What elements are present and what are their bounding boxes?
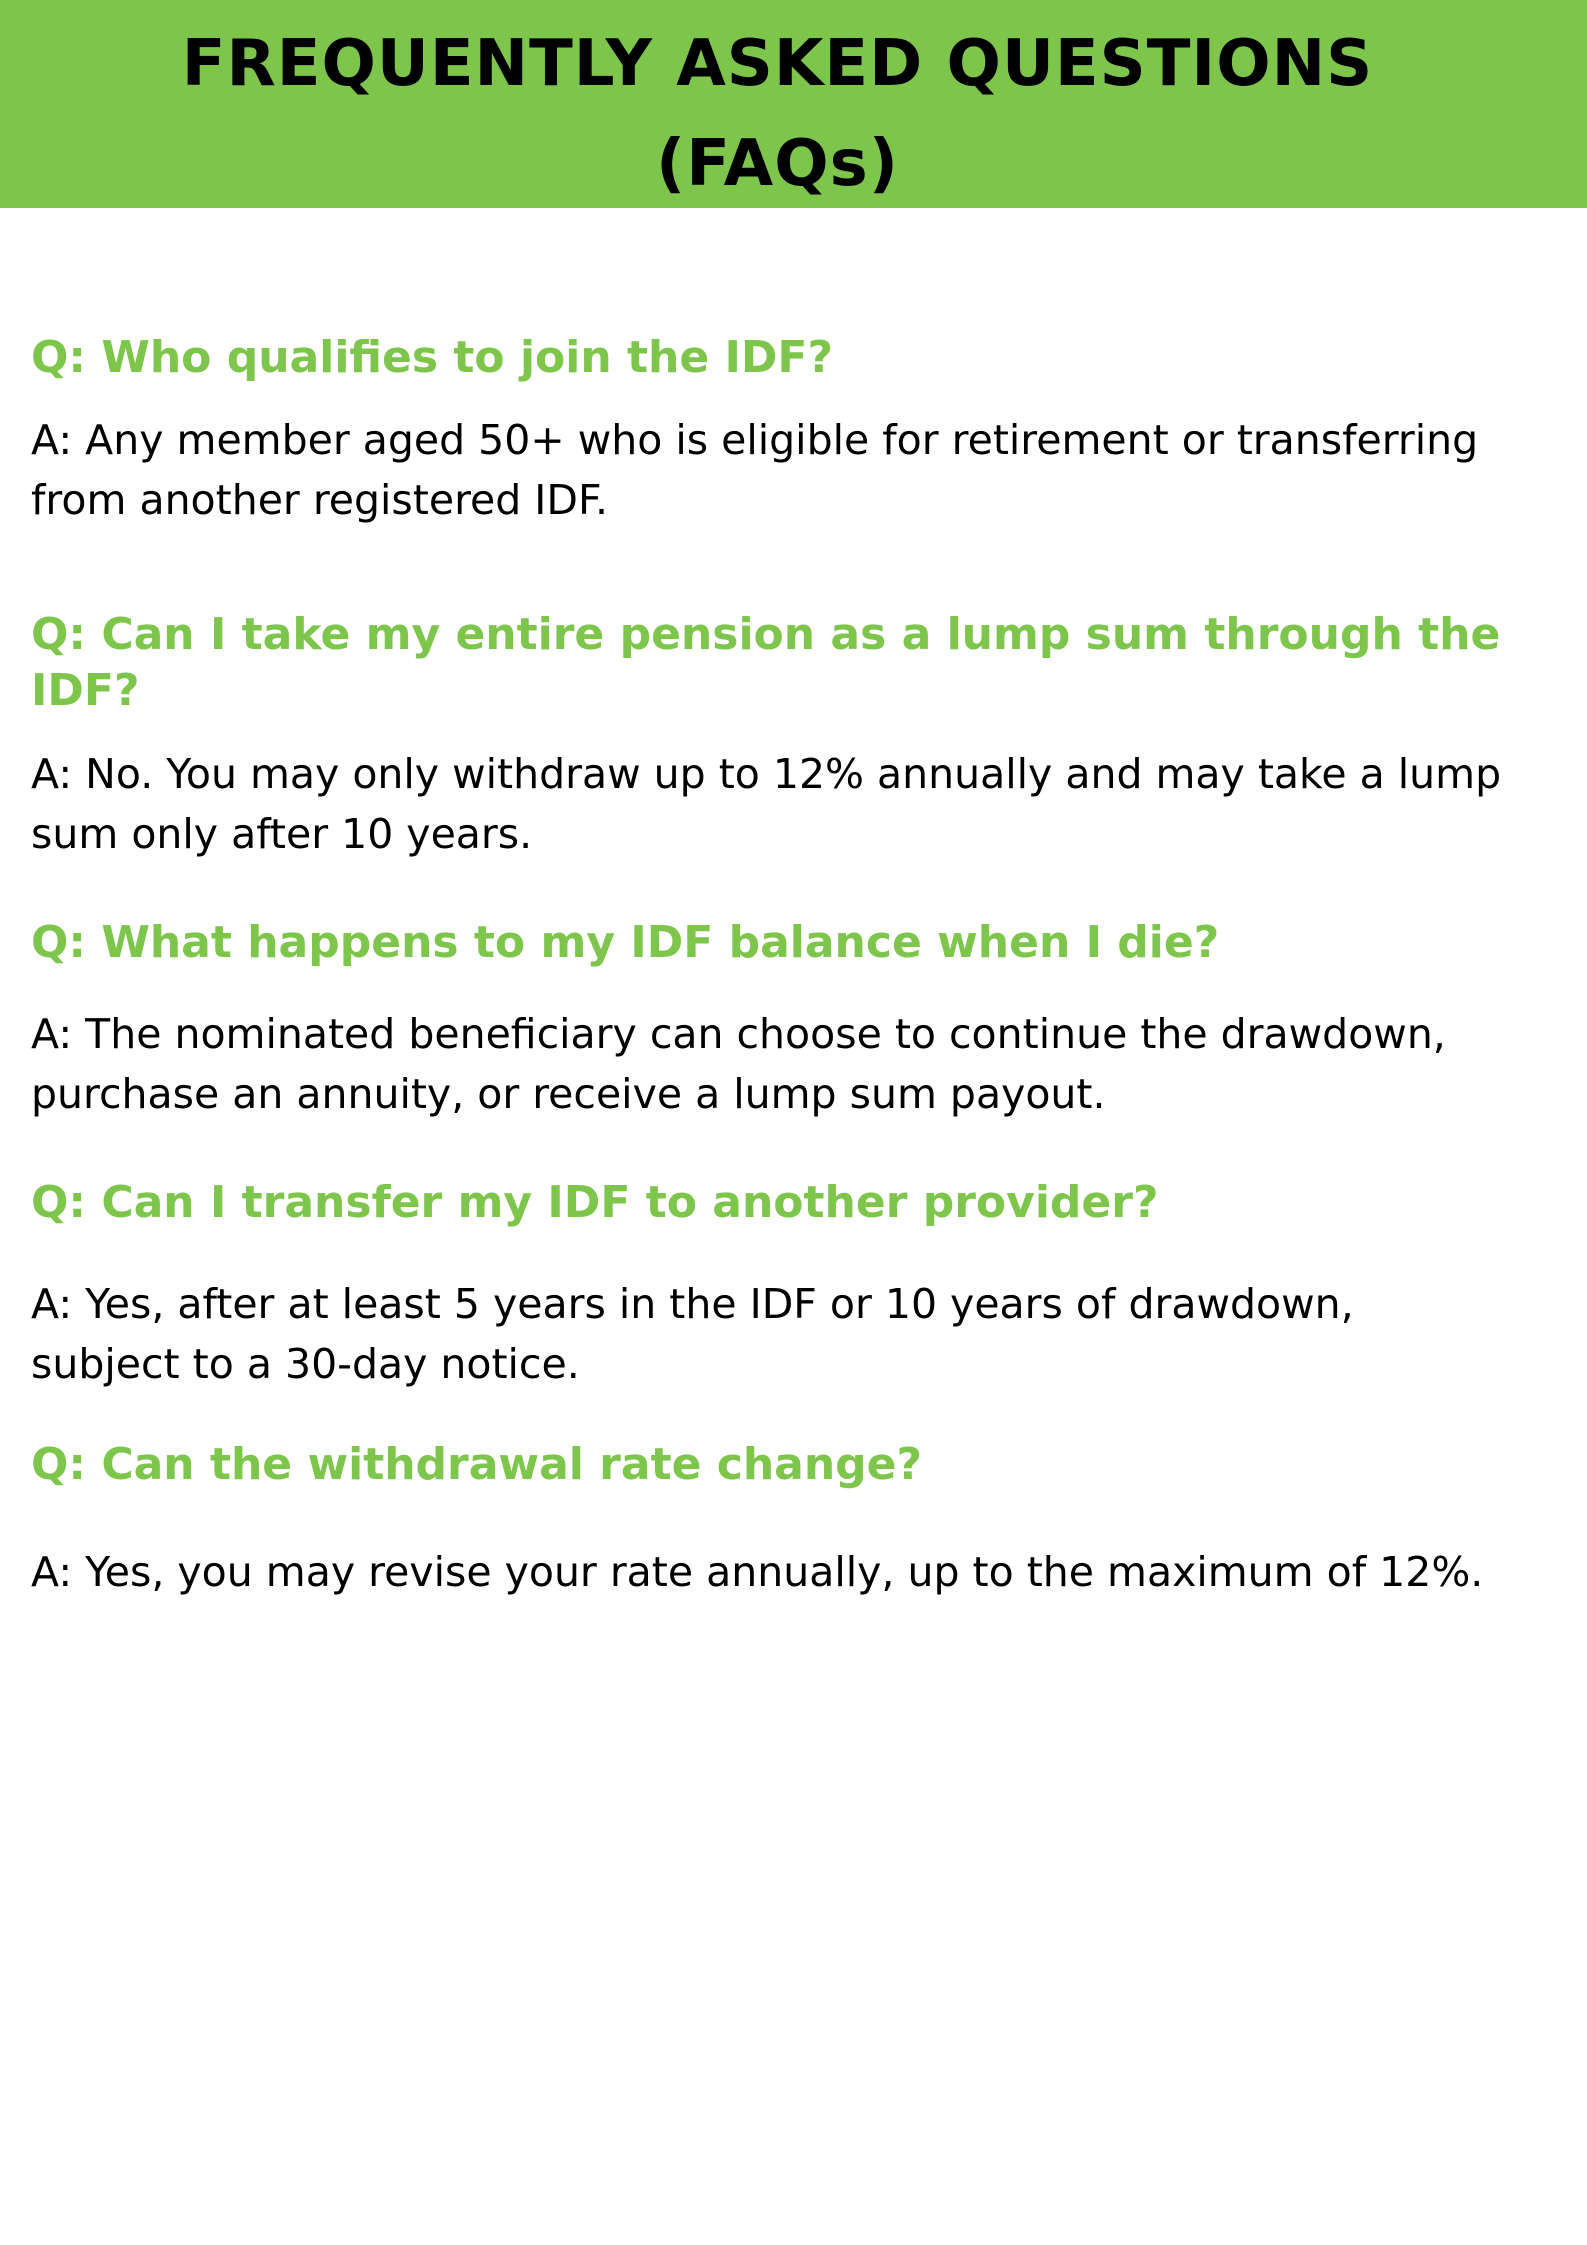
- page-title-line-2: (FAQs): [656, 127, 899, 201]
- faq-question-1: Q: Who qualifies to join the IDF?: [31, 332, 833, 383]
- faq-answer-4-line-1: A: Yes, after at least 5 years in the IDF or 10 years of drawdown,: [31, 1280, 1354, 1328]
- faq-question-5: Q: Can the withdrawal rate change?: [31, 1439, 923, 1490]
- faq-answer-3-line-1: A: The nominated beneficiary can choose to continue the drawdown,: [31, 1010, 1446, 1058]
- faq-question-2-line-2: IDF?: [31, 665, 140, 716]
- faq-question-2: [31, 607, 1531, 719]
- faq-answer-1-line-2: from another registered IDF.: [31, 476, 609, 524]
- faq-answer-2-line-2: sum only after 10 years.: [31, 810, 533, 858]
- page-title: [0, 14, 1555, 214]
- faq-answer-3: [31, 1004, 1561, 1124]
- faq-question-4: Q: Can I transfer my IDF to another provider?: [31, 1177, 1159, 1228]
- faq-answer-2: [31, 744, 1561, 864]
- faq-answer-4-line-2: subject to a 30-day notice.: [31, 1340, 580, 1388]
- faq-question-3: Q: What happens to my IDF balance when I die?: [31, 917, 1220, 968]
- faq-answer-5-line-1: A: Yes, you may revise your rate annually, up to the maximum of 12%.: [31, 1548, 1484, 1596]
- faq-answer-2-line-1: A: No. You may only withdraw up to 12% annually and may take a lump: [31, 750, 1502, 798]
- faq-answer-1-line-1: A: Any member aged 50+ who is eligible for retirement or transferring: [31, 416, 1479, 464]
- faq-question-2-line-1: Q: Can I take my entire pension as a lump sum through the: [31, 609, 1501, 660]
- page-title-line-1: FREQUENTLY ASKED QUESTIONS: [181, 27, 1374, 101]
- faq-answer-1: [31, 410, 1561, 530]
- faq-answer-4: [31, 1274, 1561, 1394]
- faq-answer-5: [31, 1542, 1561, 1602]
- faq-header-banner: [0, 0, 1587, 208]
- faq-answer-3-line-2: purchase an annuity, or receive a lump sum payout.: [31, 1070, 1106, 1118]
